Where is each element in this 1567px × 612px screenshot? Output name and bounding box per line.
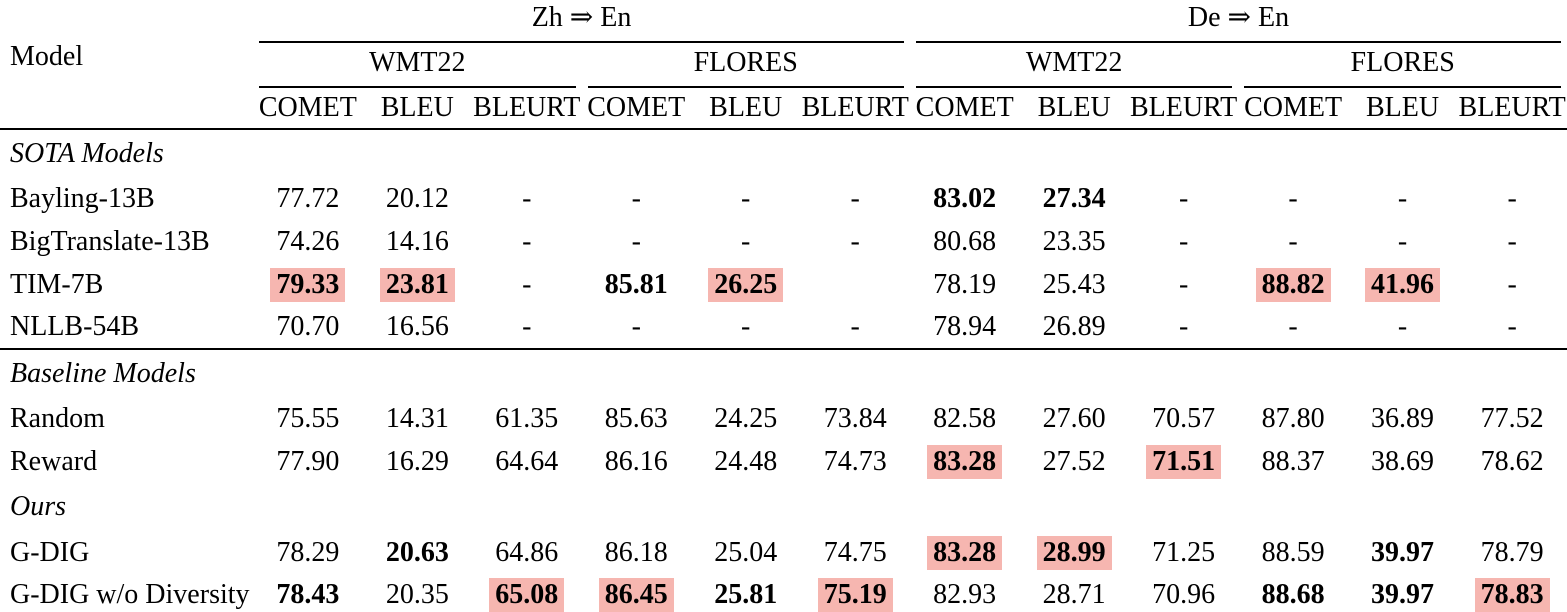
metric-value: 80.68 [933, 225, 997, 257]
metric-value: - [741, 182, 751, 214]
metric-value: - [1178, 225, 1189, 257]
metric-value: 85.81 [604, 268, 668, 300]
metric-value [472, 574, 581, 612]
table-row [0, 574, 1567, 612]
table-row [0, 220, 1567, 263]
metric-value: 28.71 [1019, 574, 1128, 612]
metric-value: 38.69 [1371, 445, 1435, 477]
metric-value [910, 531, 1019, 574]
zh-en-label: Zh ⇒ En [531, 2, 632, 33]
model-name: TIM-7B [10, 268, 104, 300]
table-body [0, 129, 1567, 612]
metric-value: 88.68 [1238, 574, 1347, 612]
metric-value: 73.84 [823, 402, 887, 434]
metric-value [253, 263, 362, 306]
metric-value: 71.25 [1152, 536, 1216, 568]
metric-header: BLEU [1348, 88, 1457, 129]
metric-header: BLEU [691, 88, 800, 129]
language-pair-de-en [910, 0, 1567, 43]
model-header-label: Model [10, 41, 84, 72]
metric-value [800, 263, 909, 306]
dataset-label: FLORES [693, 47, 798, 78]
metric-value: 86.18 [604, 536, 668, 568]
metric-value: - [1178, 182, 1189, 214]
metric-value: 78.43 [253, 574, 362, 612]
metric-value: - [1507, 225, 1517, 257]
metric-value: - [1348, 306, 1457, 349]
metric-value: 26.89 [1019, 306, 1128, 349]
metric-header: COMET [582, 88, 691, 129]
model-name: G-DIG [10, 536, 90, 568]
metric-value: - [1288, 225, 1298, 257]
metric-value: 82.58 [933, 402, 997, 434]
metric-value: 77.90 [276, 445, 340, 477]
highlighted-value: 65.08 [489, 578, 564, 612]
metric-value: 16.56 [363, 306, 472, 349]
metric-header: BLEURT [1457, 88, 1567, 129]
metric-value: 86.16 [604, 445, 668, 477]
metric-value: 36.89 [1371, 402, 1435, 434]
metric-value: 87.80 [1261, 402, 1325, 434]
metric-header: COMET [1238, 88, 1347, 129]
table-row [0, 483, 1567, 531]
dataset-de-wmt22 [910, 43, 1238, 88]
metric-value [800, 574, 909, 612]
metric-value: 78.19 [933, 268, 997, 300]
metric-value: 27.52 [1042, 445, 1106, 477]
model-name: Random [10, 402, 105, 434]
metric-value: 20.12 [385, 182, 449, 214]
metric-value: 85.63 [604, 402, 668, 434]
table-row [0, 531, 1567, 574]
metric-header: BLEURT [800, 88, 909, 129]
metric-value: - [1129, 306, 1238, 349]
metric-value [1348, 263, 1457, 306]
metric-value: - [1507, 268, 1517, 300]
highlighted-value: 41.96 [1365, 268, 1440, 302]
metric-value: - [800, 306, 909, 349]
metric-value: 78.79 [1480, 536, 1544, 568]
metric-value: - [691, 306, 800, 349]
highlighted-value: 71.51 [1146, 445, 1221, 479]
metric-value: 20.63 [385, 536, 449, 568]
metric-value: 20.35 [363, 574, 472, 612]
metric-value [363, 263, 472, 306]
metric-value [691, 263, 800, 306]
section-label: SOTA Models [10, 137, 164, 169]
metric-value: - [1397, 225, 1408, 257]
metric-value: 88.59 [1261, 536, 1325, 568]
dataset-de-flores [1238, 43, 1567, 88]
dataset-zh-flores [582, 43, 910, 88]
table-row [0, 263, 1567, 306]
dataset-label: FLORES [1350, 47, 1455, 78]
highlighted-value: 83.28 [927, 445, 1002, 479]
dataset-zh-wmt22 [253, 43, 581, 88]
metric-value [1019, 531, 1128, 574]
metric-value: - [1397, 182, 1408, 214]
table-row [0, 440, 1567, 483]
metric-value: 25.43 [1042, 268, 1106, 300]
metric-value: 27.34 [1042, 182, 1106, 214]
metric-value: 78.94 [910, 306, 1019, 349]
metric-value: 74.75 [823, 536, 887, 568]
metric-value: 88.37 [1261, 445, 1325, 477]
de-en-label: De ⇒ En [1187, 2, 1290, 33]
metric-value: 64.86 [495, 536, 559, 568]
metric-value [910, 440, 1019, 483]
section-label: Baseline Models [10, 357, 196, 389]
metric-value: 82.93 [910, 574, 1019, 612]
highlighted-value: 88.82 [1256, 268, 1331, 302]
metric-value: 70.57 [1152, 402, 1216, 434]
highlighted-value: 86.45 [599, 578, 674, 612]
metric-value [1457, 574, 1567, 612]
highlighted-value: 26.25 [708, 268, 783, 302]
metric-value: - [1288, 182, 1298, 214]
metric-value: 25.81 [691, 574, 800, 612]
metric-value: 24.48 [714, 445, 778, 477]
metric-value: - [741, 225, 751, 257]
metric-value: - [472, 306, 581, 349]
highlighted-value: 75.19 [818, 578, 893, 612]
highlighted-value: 28.99 [1037, 536, 1112, 570]
model-column-header [0, 0, 253, 129]
metric-value: 78.29 [276, 536, 340, 568]
table-row [0, 306, 1567, 349]
metric-value: - [850, 182, 860, 214]
metric-value: 39.97 [1371, 536, 1435, 568]
model-name: G-DIG w/o Diversity [0, 574, 253, 612]
language-pair-header-row [0, 0, 1567, 43]
metric-value [1238, 263, 1347, 306]
metric-value: 75.55 [276, 402, 340, 434]
metric-value: 70.96 [1129, 574, 1238, 612]
metric-header: COMET [253, 88, 362, 129]
metric-value: - [582, 306, 691, 349]
metric-value: - [1238, 306, 1347, 349]
metric-header: BLEU [1019, 88, 1128, 129]
highlighted-value: 83.28 [927, 536, 1002, 570]
metric-value: 16.29 [385, 445, 449, 477]
table-header [0, 0, 1567, 129]
metric-value: 25.04 [714, 536, 778, 568]
metric-value: 78.62 [1480, 445, 1544, 477]
metric-value: 23.35 [1042, 225, 1106, 257]
metric-value: 14.16 [385, 225, 449, 257]
metric-value: 14.31 [385, 402, 449, 434]
metric-header: BLEU [363, 88, 472, 129]
metric-value: - [850, 225, 860, 257]
dataset-label: WMT22 [369, 47, 466, 78]
metric-header: BLEURT [1129, 88, 1238, 129]
metric-value: 27.60 [1042, 402, 1106, 434]
table-row [0, 349, 1567, 397]
metric-value: - [631, 182, 641, 214]
metric-value [582, 574, 691, 612]
metric-value: 77.52 [1480, 402, 1544, 434]
metric-value: - [522, 268, 532, 300]
metric-value: 77.72 [276, 182, 340, 214]
model-name: BigTranslate-13B [10, 225, 210, 257]
metric-value: 70.70 [253, 306, 362, 349]
metric-value: 74.73 [823, 445, 887, 477]
metric-value: - [631, 225, 641, 257]
dataset-label: WMT22 [1025, 47, 1123, 78]
metric-header: COMET [910, 88, 1019, 129]
metric-value: 61.35 [495, 402, 559, 434]
metric-value: - [1178, 268, 1189, 300]
metric-header: BLEURT [472, 88, 581, 129]
table-row [0, 177, 1567, 220]
metric-value: - [522, 182, 532, 214]
highlighted-value: 79.33 [270, 268, 345, 302]
model-name: Reward [10, 445, 98, 477]
highlighted-value: 23.81 [380, 268, 455, 302]
model-name: Bayling-13B [10, 182, 155, 214]
section-label: Ours [10, 491, 67, 522]
metric-value: 83.02 [933, 182, 997, 214]
metric-value: - [522, 225, 532, 257]
model-name: NLLB-54B [0, 306, 253, 349]
metric-value: 74.26 [276, 225, 340, 257]
metric-value: 24.25 [714, 402, 778, 434]
metric-value: - [1507, 182, 1517, 214]
table-row [0, 397, 1567, 440]
metric-value [1129, 440, 1238, 483]
language-pair-zh-en [253, 0, 910, 43]
metric-value: - [1457, 306, 1567, 349]
metric-value: 64.64 [495, 445, 559, 477]
highlighted-value: 78.83 [1475, 578, 1550, 612]
metric-value: 39.97 [1348, 574, 1457, 612]
table-row [0, 129, 1567, 177]
